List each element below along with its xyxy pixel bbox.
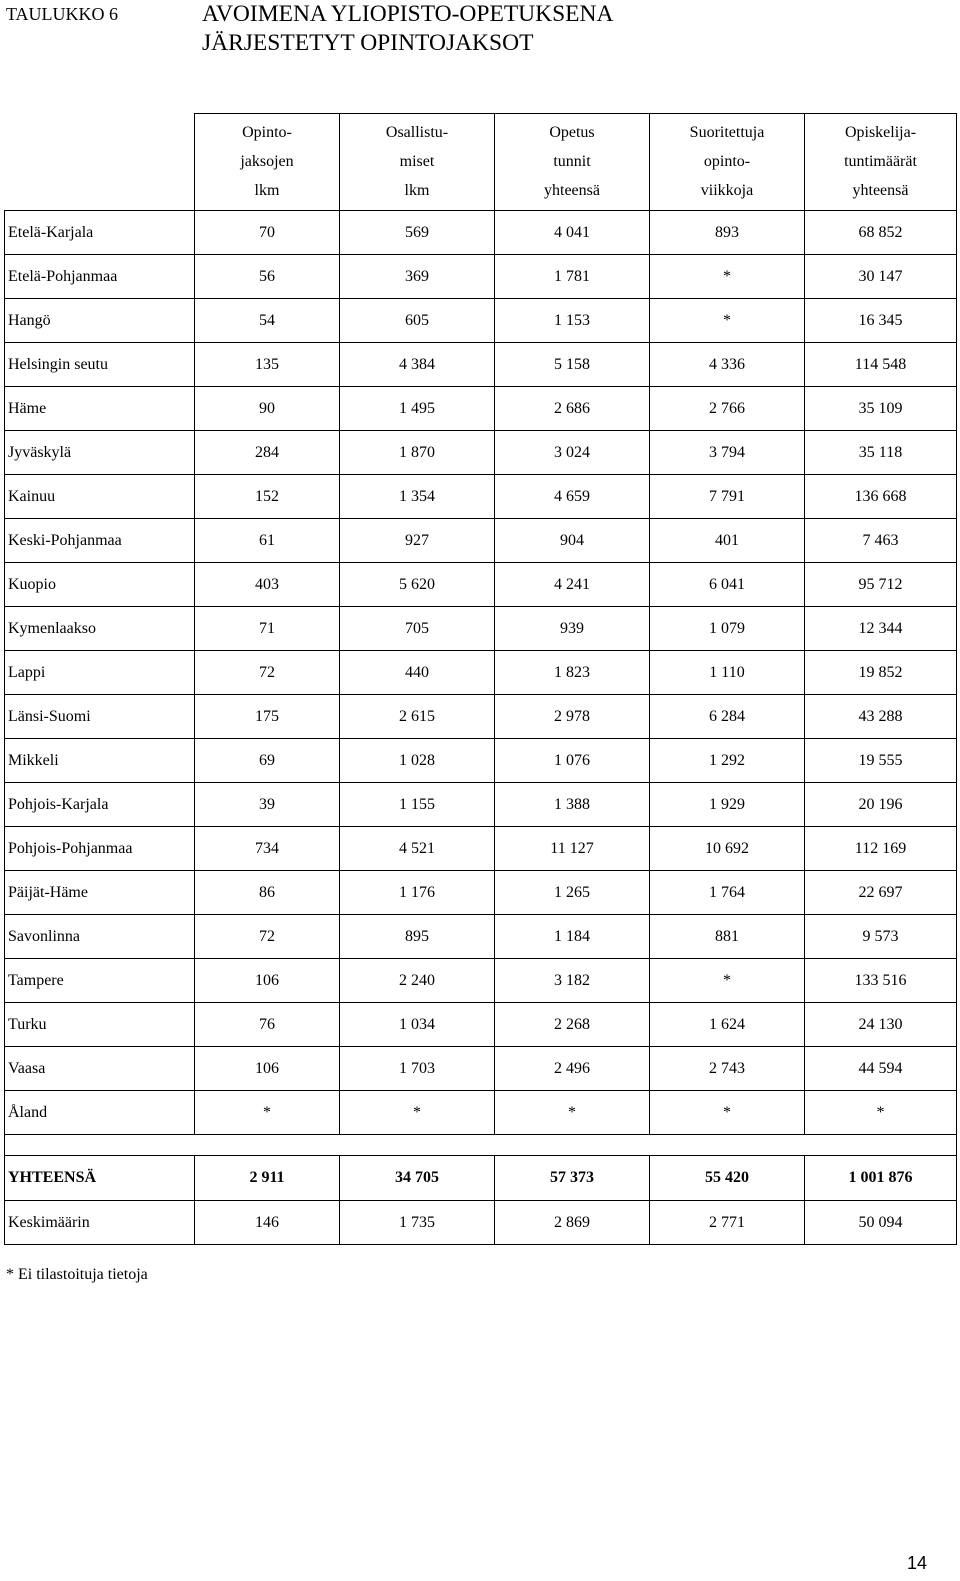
row-label: Pohjois-Pohjanmaa — [5, 827, 195, 871]
table-cell: 72 — [195, 651, 340, 695]
table-cell: 68 852 — [805, 211, 957, 255]
table-cell: 20 196 — [805, 783, 957, 827]
table-cell: 24 130 — [805, 1003, 957, 1047]
total-row — [5, 1156, 957, 1201]
header-text: tuntimäärät — [844, 153, 917, 170]
table-label: TAULUKKO 6 — [6, 4, 119, 24]
table-cell: 35 118 — [805, 431, 957, 475]
table-cell: 401 — [650, 519, 805, 563]
row-label: Keskimäärin — [5, 1201, 195, 1245]
table-cell: 705 — [340, 607, 495, 651]
header-col-3 — [495, 114, 650, 211]
header-text: yhteensä — [852, 182, 909, 199]
row-label: Etelä-Pohjanmaa — [5, 255, 195, 299]
table-row — [5, 607, 957, 651]
table-cell: 76 — [195, 1003, 340, 1047]
table-row — [5, 563, 957, 607]
header-text: Opinto- — [242, 124, 292, 141]
table-row — [5, 211, 957, 255]
table-cell: 1 265 — [495, 871, 650, 915]
table-cell: 1 079 — [650, 607, 805, 651]
table-cell: 57 373 — [495, 1156, 650, 1201]
table-row — [5, 1003, 957, 1047]
header-col-2 — [340, 114, 495, 211]
header-text: tunnit — [553, 153, 591, 170]
header-text: Suoritettuja — [689, 124, 765, 141]
row-label: Mikkeli — [5, 739, 195, 783]
table-cell: 939 — [495, 607, 650, 651]
header-text: viikkoja — [700, 182, 754, 199]
table-cell: 403 — [195, 563, 340, 607]
table-cell: 39 — [195, 783, 340, 827]
table-cell: 4 659 — [495, 475, 650, 519]
table-row — [5, 1091, 957, 1135]
table-cell: 1 292 — [650, 739, 805, 783]
table-cell: 904 — [495, 519, 650, 563]
table-row — [5, 255, 957, 299]
table-cell: 3 182 — [495, 959, 650, 1003]
row-label: Turku — [5, 1003, 195, 1047]
table-row — [5, 387, 957, 431]
table-cell: 2 771 — [650, 1201, 805, 1245]
header-text: yhteensä — [544, 182, 600, 199]
table-cell: 1 781 — [495, 255, 650, 299]
table-cell: 114 548 — [805, 343, 957, 387]
table-cell: 4 384 — [340, 343, 495, 387]
table-cell: 19 555 — [805, 739, 957, 783]
row-label: YHTEENSÄ — [5, 1156, 195, 1201]
table-cell: 6 284 — [650, 695, 805, 739]
table-cell: 1 388 — [495, 783, 650, 827]
table-cell: 1 155 — [340, 783, 495, 827]
table-cell: 112 169 — [805, 827, 957, 871]
table-cell: 4 336 — [650, 343, 805, 387]
row-label: Etelä-Karjala — [5, 211, 195, 255]
footnote: * Ei tilastoituja tietoja — [6, 1266, 148, 1283]
statistics-table — [4, 113, 957, 1245]
table-cell: 1 929 — [650, 783, 805, 827]
table-cell: 1 870 — [340, 431, 495, 475]
row-label: Pohjois-Karjala — [5, 783, 195, 827]
table-cell: 369 — [340, 255, 495, 299]
table-cell: * — [495, 1091, 650, 1135]
table-row — [5, 783, 957, 827]
table-cell: 1 735 — [340, 1201, 495, 1245]
title-line-1: AVOIMENA YLIOPISTO-OPETUKSENA — [202, 1, 614, 27]
table-cell: * — [805, 1091, 957, 1135]
table-cell: 9 573 — [805, 915, 957, 959]
table-cell: 44 594 — [805, 1047, 957, 1091]
table-cell: 1 624 — [650, 1003, 805, 1047]
header-text: Opetus — [549, 124, 595, 141]
table-cell: * — [650, 959, 805, 1003]
table-cell: 1 764 — [650, 871, 805, 915]
table-cell: 895 — [340, 915, 495, 959]
table-cell: 2 615 — [340, 695, 495, 739]
table-cell: 881 — [650, 915, 805, 959]
table-cell: 10 692 — [650, 827, 805, 871]
table-cell: 2 766 — [650, 387, 805, 431]
table-row — [5, 915, 957, 959]
table-cell: 2 686 — [495, 387, 650, 431]
header-text: jaksojen — [240, 153, 294, 170]
header-text: lkm — [254, 182, 280, 199]
header-text: opinto- — [703, 153, 751, 170]
row-label: Häme — [5, 387, 195, 431]
table-cell: 1 076 — [495, 739, 650, 783]
table-cell: 106 — [195, 1047, 340, 1091]
table-cell: 90 — [195, 387, 340, 431]
table-cell: 2 743 — [650, 1047, 805, 1091]
table-cell: 95 712 — [805, 563, 957, 607]
table-row — [5, 431, 957, 475]
header-col-1 — [195, 114, 340, 211]
average-row — [5, 1201, 957, 1245]
table-cell: * — [340, 1091, 495, 1135]
table-cell: 175 — [195, 695, 340, 739]
table-cell: 61 — [195, 519, 340, 563]
table-cell: 6 041 — [650, 563, 805, 607]
table-cell: 43 288 — [805, 695, 957, 739]
table-cell: 2 240 — [340, 959, 495, 1003]
table-cell: 734 — [195, 827, 340, 871]
table-row — [5, 299, 957, 343]
table-cell: 4 521 — [340, 827, 495, 871]
table-cell: 54 — [195, 299, 340, 343]
table-cell: 72 — [195, 915, 340, 959]
table-cell: 1 176 — [340, 871, 495, 915]
table-cell: 1 354 — [340, 475, 495, 519]
table-cell: 2 911 — [195, 1156, 340, 1201]
table-cell: 106 — [195, 959, 340, 1003]
header-col-5 — [805, 114, 957, 211]
table-cell: * — [195, 1091, 340, 1135]
table-cell: 2 869 — [495, 1201, 650, 1245]
table-row — [5, 695, 957, 739]
table-cell: 135 — [195, 343, 340, 387]
table-cell: 927 — [340, 519, 495, 563]
table-row — [5, 651, 957, 695]
row-label: Savonlinna — [5, 915, 195, 959]
table-cell: 1 028 — [340, 739, 495, 783]
table-row — [5, 519, 957, 563]
table-cell: 35 109 — [805, 387, 957, 431]
table-cell: 86 — [195, 871, 340, 915]
row-label: Hangö — [5, 299, 195, 343]
table-row — [5, 827, 957, 871]
table-cell: 71 — [195, 607, 340, 651]
row-label: Päijät-Häme — [5, 871, 195, 915]
table-cell: 30 147 — [805, 255, 957, 299]
table-cell: 50 094 — [805, 1201, 957, 1245]
table-row — [5, 475, 957, 519]
page-number: 14 — [907, 1553, 928, 1573]
table-row — [5, 343, 957, 387]
table-cell: 1 184 — [495, 915, 650, 959]
table-cell: 1 110 — [650, 651, 805, 695]
table-cell: 55 420 — [650, 1156, 805, 1201]
row-label: Tampere — [5, 959, 195, 1003]
table-cell: 4 041 — [495, 211, 650, 255]
row-label: Kainuu — [5, 475, 195, 519]
header-text: miset — [399, 153, 435, 170]
table-cell: 34 705 — [340, 1156, 495, 1201]
table-cell: 1 703 — [340, 1047, 495, 1091]
table-cell: 1 823 — [495, 651, 650, 695]
table-cell: 136 668 — [805, 475, 957, 519]
table-cell: 12 344 — [805, 607, 957, 651]
table-cell: 70 — [195, 211, 340, 255]
table-cell: 3 024 — [495, 431, 650, 475]
row-label: Åland — [5, 1091, 195, 1135]
header-text: Osallistu- — [385, 124, 449, 141]
table-cell: 7 791 — [650, 475, 805, 519]
table-cell: 284 — [195, 431, 340, 475]
page-title — [202, 0, 613, 58]
table-row — [5, 739, 957, 783]
header-row — [5, 114, 957, 211]
header-text: Opiskelija- — [844, 124, 917, 141]
table-row — [5, 1047, 957, 1091]
table-cell: * — [650, 255, 805, 299]
table-cell: 133 516 — [805, 959, 957, 1003]
spacer-cell — [5, 1135, 957, 1156]
table-cell: 56 — [195, 255, 340, 299]
table-cell: 2 978 — [495, 695, 650, 739]
table-cell: 152 — [195, 475, 340, 519]
table-cell: 605 — [340, 299, 495, 343]
table-cell: * — [650, 1091, 805, 1135]
row-label: Helsingin seutu — [5, 343, 195, 387]
table-cell: 1 001 876 — [805, 1156, 957, 1201]
table-cell: 69 — [195, 739, 340, 783]
header-text: lkm — [404, 182, 430, 199]
table-cell: 7 463 — [805, 519, 957, 563]
spacer-row — [5, 1135, 957, 1156]
header-col-4 — [650, 114, 805, 211]
table-cell: 146 — [195, 1201, 340, 1245]
table-cell: 2 496 — [495, 1047, 650, 1091]
table-row — [5, 959, 957, 1003]
table-cell: 1 153 — [495, 299, 650, 343]
table-cell: 2 268 — [495, 1003, 650, 1047]
table-cell: 22 697 — [805, 871, 957, 915]
row-label: Vaasa — [5, 1047, 195, 1091]
row-label: Kymenlaakso — [5, 607, 195, 651]
table-cell: 4 241 — [495, 563, 650, 607]
table-cell: 440 — [340, 651, 495, 695]
table-cell: 3 794 — [650, 431, 805, 475]
row-label: Kuopio — [5, 563, 195, 607]
table-cell: * — [650, 299, 805, 343]
table-cell: 1 034 — [340, 1003, 495, 1047]
header-blank — [5, 114, 195, 211]
table-cell: 19 852 — [805, 651, 957, 695]
table-cell: 1 495 — [340, 387, 495, 431]
table-row — [5, 871, 957, 915]
table-cell: 5 158 — [495, 343, 650, 387]
table-cell: 11 127 — [495, 827, 650, 871]
table-cell: 893 — [650, 211, 805, 255]
table-cell: 16 345 — [805, 299, 957, 343]
table-cell: 569 — [340, 211, 495, 255]
title-line-2: JÄRJESTETYT OPINTOJAKSOT — [202, 30, 534, 56]
table-cell: 5 620 — [340, 563, 495, 607]
row-label: Länsi-Suomi — [5, 695, 195, 739]
row-label: Lappi — [5, 651, 195, 695]
row-label: Keski-Pohjanmaa — [5, 519, 195, 563]
row-label: Jyväskylä — [5, 431, 195, 475]
